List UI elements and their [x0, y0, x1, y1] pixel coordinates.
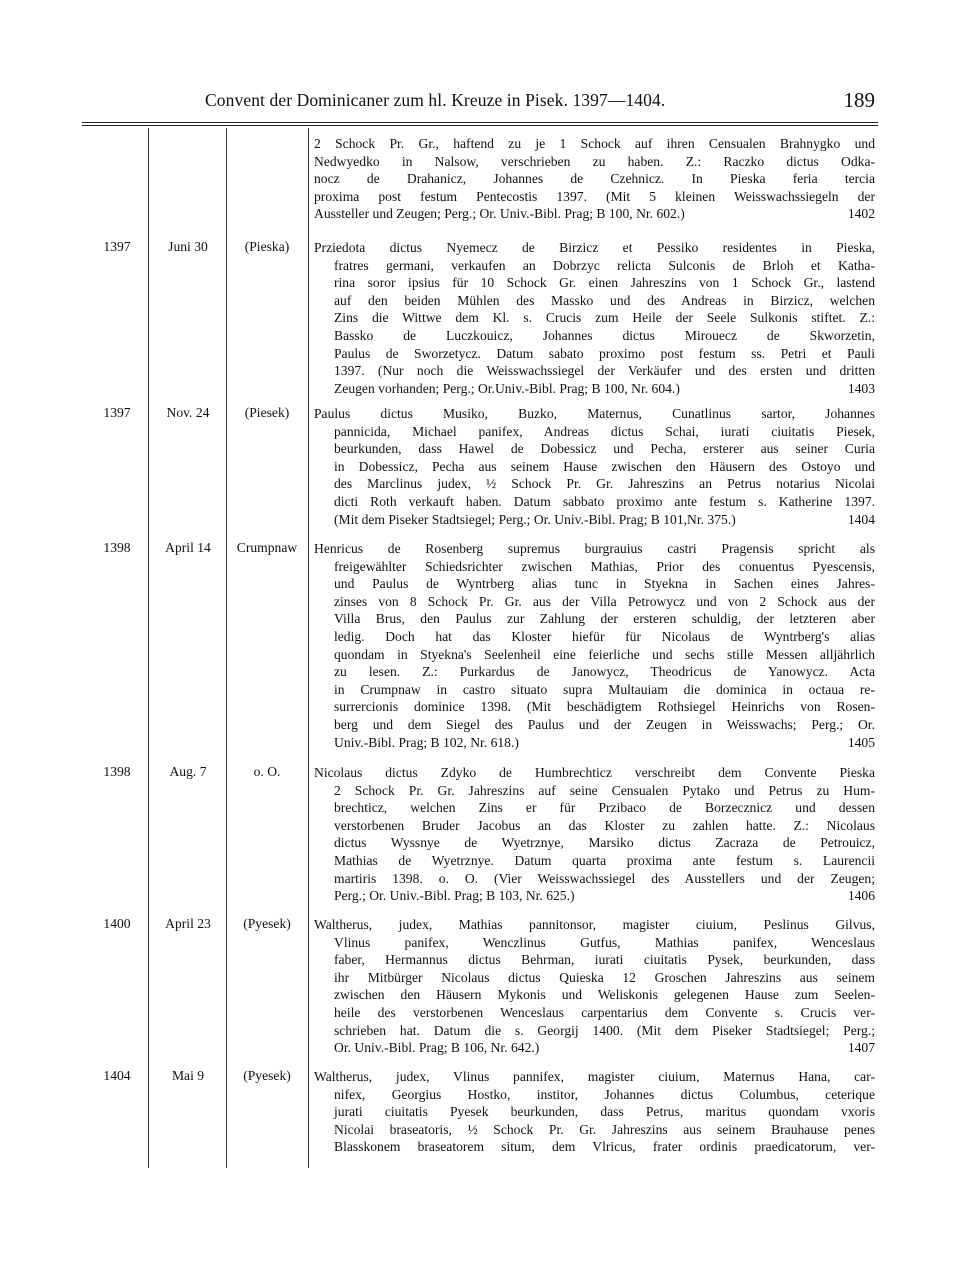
entry-line — [314, 327, 875, 345]
entry-text — [314, 916, 875, 1057]
entry-line-text: quondam in Styekna's Seelenheil eine feierliche und sechs stille Messen alljährlich — [334, 646, 875, 662]
entry-line-text: Aussteller und Zeugen; Perg.; Or. Univ.-Bibl. Prag; B 100, Nr. 602.) — [314, 206, 685, 222]
entry-line — [314, 834, 875, 852]
entry-line — [314, 423, 875, 441]
entry-text — [314, 135, 875, 223]
entry-line-text: Mathias de Wyetrznye. Datum quarta proxima ante festum s. Laurencii — [334, 852, 875, 868]
entry-line — [314, 475, 875, 493]
regest-number: 1407 — [847, 1040, 875, 1056]
entry-line — [314, 887, 875, 905]
entry-year: 1398 — [103, 764, 131, 779]
entry-line-text: Blasskonem braseatorem situm, dem Vlricus, frater ordinis praedicatorum, ver- — [334, 1139, 875, 1155]
entry-line — [314, 1138, 875, 1156]
entry-line-text: dictus Wyssnye de Wyetrznye, Marsiko dictus Zacraza de Petrouicz, — [334, 835, 875, 851]
entry-line — [314, 188, 875, 206]
entry-line — [314, 593, 875, 611]
entry-line-text: rina soror ipsius für 10 Schock Gr. einen Jahreszins von 1 Schock Gr., lastend — [334, 275, 875, 291]
entry-place: (Pyesek) — [243, 916, 291, 931]
entry-line — [314, 870, 875, 888]
entry-year: 1398 — [103, 540, 131, 555]
entry-line — [314, 458, 875, 476]
entry-line-text: 2 Schock Pr. Gr., haftend zu je 1 Schock auf ihren Censualen Brahnygko und — [314, 136, 875, 151]
entry-line-text: ihr Mitbürger Nicolaus dictus Quieska 12 Groschen Jahreszins aus seinem — [334, 969, 875, 985]
entry-line — [314, 135, 875, 153]
entry-line-text: brechticz, welchen Zins er für Przibaco de Borzecznicz und dessen — [334, 800, 875, 816]
entry-line — [314, 1004, 875, 1022]
entry-line — [314, 309, 875, 327]
entry-line-text: Vlinus panifex, Wenczlinus Gutfus, Mathias panifex, Wenceslaus — [334, 934, 875, 950]
entry-place: Crumpnaw — [236, 540, 298, 555]
entry-line-text: proxima post festum Pentecostis 1397. (Mit 5 kleinen Weisswachssiegeln der — [314, 188, 875, 204]
entry-line-text: dicti Roth verkauft haben. Datum sabbato proximo ante festum s. Katherine 1397. — [334, 493, 875, 509]
entry-line — [314, 646, 875, 664]
entry-place: (Pieska) — [244, 239, 290, 254]
entry-line — [314, 380, 875, 398]
entry-line — [314, 558, 875, 576]
entry-line-text: fratres germani, verkaufen an Dobrzyc relicta Sulconis de Brloh et Katha- — [334, 257, 875, 273]
entry-line — [314, 852, 875, 870]
entry-line — [314, 663, 875, 681]
header-rule-second — [82, 125, 878, 126]
entry-line-text: Nicolai braseatoris, ½ Schock Pr. Gr. Jahreszins aus seinem Brauhause penes — [334, 1121, 875, 1137]
entry-line — [314, 934, 875, 952]
entry-line-text: in Dobessicz, Pecha aus seinem Hause zwischen den Häusern des Ostoyo und — [334, 458, 875, 474]
entry-date: Juni 30 — [168, 239, 208, 254]
entry-text — [314, 239, 875, 397]
entry-line — [314, 257, 875, 275]
entry-line — [314, 1103, 875, 1121]
entry-line — [314, 951, 875, 969]
entry-line-text: Prziedota dictus Nyemecz de Birzicz et Pessiko residentes in Pieska, — [314, 240, 875, 255]
entry-line — [314, 1022, 875, 1040]
entry-year: 1404 — [103, 1068, 131, 1083]
entry-line-text: (Mit dem Piseker Stadtsiegel; Perg.; Or. Univ.-Bibl. Prag; B 101,Nr. 375.) — [334, 511, 736, 527]
entry-line-text: schrieben hat. Datum die s. Georgij 1400. (Mit dem Piseker Stadtsiegel; Perg.; — [334, 1022, 875, 1038]
entry-date: Mai 9 — [171, 1068, 205, 1083]
entry-line-text: pannicida, Michael panifex, Andreas dictus Schai, iurati ciuitatis Piesek, — [334, 423, 875, 439]
regest-number: 1406 — [847, 888, 875, 904]
entry-line — [314, 1121, 875, 1139]
regest-number: 1402 — [847, 206, 875, 222]
entry-line-text: ledig. Doch hat das Kloster hiefür für Nicolaus de Wyntrberg's alias — [334, 628, 875, 644]
header-rule — [82, 122, 878, 123]
entry-line — [314, 782, 875, 800]
regest-number: 1404 — [847, 511, 875, 527]
entry-line-text: Perg.; Or. Univ.-Bibl. Prag; B 103, Nr. 625.) — [334, 888, 575, 904]
page-number: 189 — [843, 88, 875, 112]
entry-line — [314, 1086, 875, 1104]
regest-number: 1405 — [847, 734, 875, 750]
entry-line-text: jurati ciuitatis Pyesek beurkunden, dass Petrus, maritus quondam vxoris — [334, 1104, 875, 1120]
entry-line-text: 1397. (Nur noch die Weisswachssiegel der Verkäufer und des ersten und dritten — [334, 363, 875, 379]
entry-line-text: auf den beiden Mühlen des Massko und des Andreas in Birzicz, welchen — [334, 292, 875, 308]
entry-line — [314, 239, 875, 257]
running-title: Convent der Dominicaner zum hl. Kreuze in Pisek. 1397—1404. — [205, 90, 666, 110]
entry-date: Aug. 7 — [169, 764, 207, 779]
entry-line — [314, 734, 875, 752]
entry-line — [314, 716, 875, 734]
column-divider-text — [308, 128, 309, 1168]
entry-line-text: und Paulus de Wyntrberg alias tunc in Styekna in Sachen eines Jahres- — [334, 576, 875, 592]
entry-line — [314, 405, 875, 423]
entry-line-text: nifex, Georgius Hostko, institor, Johannes dictus Columbus, ceterique — [334, 1086, 875, 1102]
entry-line — [314, 205, 875, 223]
entry-line — [314, 799, 875, 817]
entry-line-text: Villa Brus, den Paulus zur Zahlung der ersteren schuldig, der letzteren aber — [334, 611, 875, 627]
entry-line-text: faber, Hermannus dictus Behrman, iurati ciuitatis Pysek, beurkunden, dass — [334, 952, 875, 968]
entry-line-text: 2 Schock Pr. Gr. Jahreszins auf seine Censualen Pytako und Petrus zu Hum- — [334, 782, 875, 798]
entry-year: 1397 — [103, 239, 131, 254]
entry-line-text: Waltherus, judex, Vlinus pannifex, magister ciuium, Maternus Hana, car- — [314, 1069, 875, 1084]
entry-place: o. O. — [253, 764, 281, 779]
regest-number: 1403 — [847, 380, 875, 396]
entry-line — [314, 170, 875, 188]
entry-line-text: zinses von 8 Schock Pr. Gr. aus der Villa Petrowycz und von 2 Schock aus der — [334, 593, 875, 609]
entry-line — [314, 986, 875, 1004]
entry-line-text: zwischen den Häusern Mykonis und Weliskonis gelegenen Hause zum Seelen- — [334, 987, 875, 1003]
entry-line-text: berg und dem Siegel des Paulus und der Zeugen in Weisswachs; Perg.; Or. — [334, 716, 875, 732]
entry-line — [314, 575, 875, 593]
entry-line — [314, 362, 875, 380]
entry-line-text: zu lesen. Z.: Purkardus de Janowycz, Theodricus de Yanowycz. Acta — [334, 664, 875, 680]
entry-line — [314, 511, 875, 529]
entry-text — [314, 1068, 875, 1156]
entry-line-text: nocz de Drahanicz, Johannes de Czehnicz. In Pieska feria tercia — [314, 171, 875, 187]
entry-line — [314, 1039, 875, 1057]
entry-text — [314, 540, 875, 751]
entry-line — [314, 153, 875, 171]
entry-line-text: Univ.-Bibl. Prag; B 102, Nr. 618.) — [334, 734, 519, 750]
column-divider-place — [226, 128, 227, 1168]
entry-line-text: Paulus de Sworzetycz. Datum sabato proximo post festum ss. Petri et Pauli — [334, 345, 875, 361]
entry-line-text: in Crumpnaw in castro situato supra Multauiam die dominica in octaua re- — [334, 681, 875, 697]
entry-line — [314, 610, 875, 628]
entry-line — [314, 698, 875, 716]
entry-line-text: des Marclinus judex, ½ Schock Pr. Gr. Jahreszins an Petrus notarius Nicolai — [334, 476, 875, 492]
entry-line-text: Bassko de Luczkouicz, Johannes dictus Mirouecz de Skworzetin, — [334, 327, 875, 343]
entry-line — [314, 274, 875, 292]
entry-line-text: Paulus dictus Musiko, Buzko, Maternus, Cunatlinus sartor, Johannes — [314, 406, 875, 421]
entry-line-text: heile des verstorbenen Wenceslaus carpentarius dem Convente s. Crucis ver- — [334, 1004, 875, 1020]
entry-line-text: surrercionis dominice 1398. (Mit beschädigtem Rothsiegel Heinrichs von Rosen- — [334, 699, 875, 715]
entry-line-text: Henricus de Rosenberg supremus burgrauius castri Pragensis spricht als — [314, 541, 875, 556]
entry-text — [314, 764, 875, 905]
entry-line-text: Nedwyedko in Nalsow, verschrieben zu haben. Z.: Raczko dictus Odka- — [314, 153, 875, 169]
entry-line-text: martiris 1398. o. O. (Vier Weisswachssiegel des Ausstellers und der Zeugen; — [334, 870, 875, 886]
entry-line — [314, 764, 875, 782]
entry-line — [314, 540, 875, 558]
entry-line-text: verstorbenen Bruder Jacobus an das Kloster zu zahlen hatte. Z.: Nicolaus — [334, 817, 875, 833]
entry-date: April 14 — [165, 540, 211, 555]
entry-place: (Pyesek) — [243, 1068, 291, 1083]
entry-line — [314, 345, 875, 363]
entry-year: 1397 — [103, 405, 131, 420]
entry-line-text: beurkunden, dass Hawel de Dobessicz und Pecha, ersterer aus seiner Curia — [334, 441, 875, 457]
entry-line-text: Zins die Wittwe dem Kl. s. Crucis zum Heile der Seele Sulkonis stiftet. Z.: — [334, 310, 875, 326]
entry-line — [314, 1068, 875, 1086]
entry-line-text: Waltherus, judex, Mathias pannitonsor, magister ciuium, Peslinus Gilvus, — [314, 917, 875, 932]
entry-line-text: Or. Univ.-Bibl. Prag; B 106, Nr. 642.) — [334, 1040, 540, 1056]
entry-line — [314, 916, 875, 934]
entry-line — [314, 969, 875, 987]
entry-line-text: Nicolaus dictus Zdyko de Humbrechticz verschreibt dem Convente Pieska — [314, 765, 875, 780]
entry-line — [314, 681, 875, 699]
entry-line-text: freigewählter Schiedsrichter zwischen Mathias, Prior des conuentus Pyescensis, — [334, 558, 875, 574]
entry-line-text: Zeugen vorhanden; Perg.; Or.Univ.-Bibl. Prag; B 100, Nr. 604.) — [334, 380, 680, 396]
entry-line — [314, 493, 875, 511]
column-divider-date — [148, 128, 149, 1168]
entry-line — [314, 628, 875, 646]
entry-line — [314, 817, 875, 835]
running-header — [205, 90, 875, 116]
entry-date: Nov. 24 — [166, 405, 210, 420]
entry-text — [314, 405, 875, 528]
entry-place: (Piesek) — [244, 405, 290, 420]
entry-year: 1400 — [103, 916, 131, 931]
entry-date: April 23 — [165, 916, 211, 931]
entry-line — [314, 292, 875, 310]
entry-line — [314, 440, 875, 458]
